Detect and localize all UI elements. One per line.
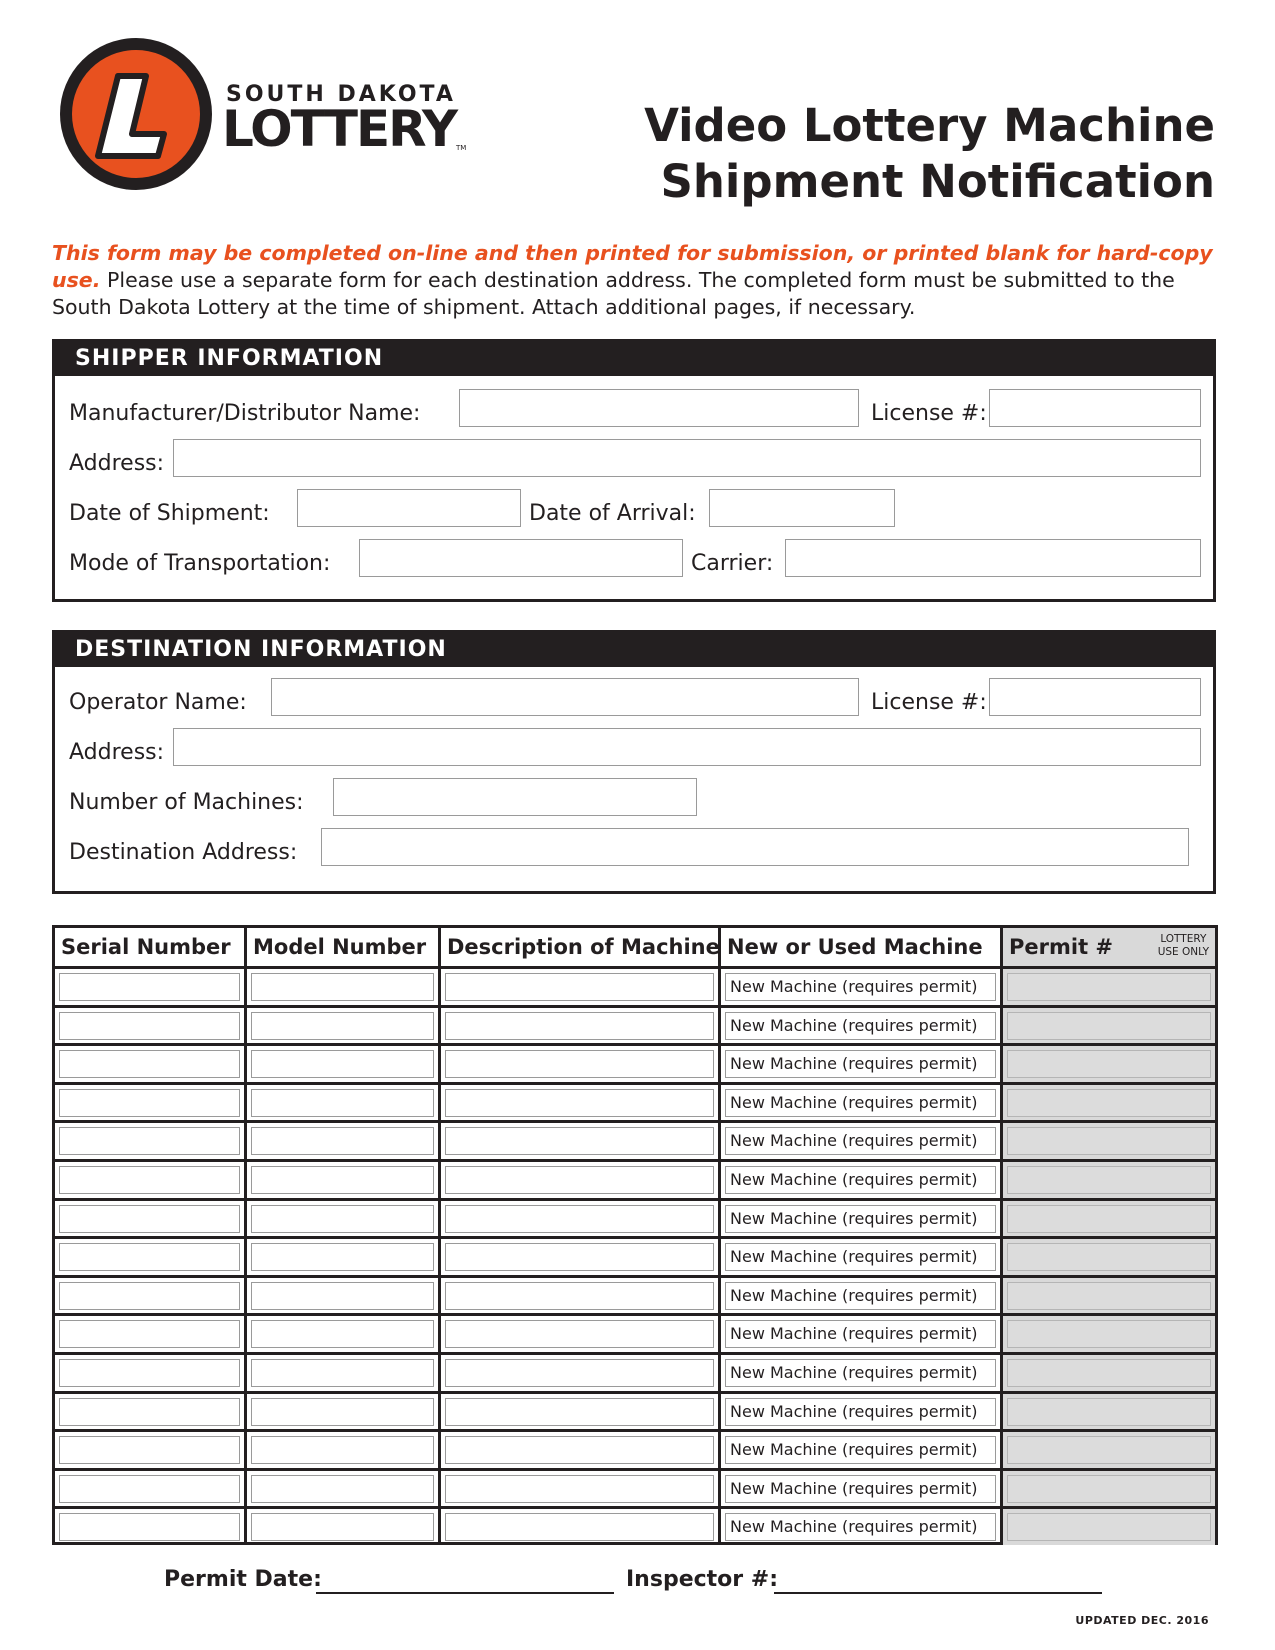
arrival-date-input[interactable]: [709, 489, 895, 527]
lottery-note-line-1: LOTTERY: [1160, 933, 1207, 945]
table-cell: [247, 1471, 441, 1507]
table-cell: [247, 1201, 441, 1237]
table-cell: [721, 969, 1003, 1005]
table-cell: [55, 1201, 247, 1237]
destination-address-input[interactable]: [173, 728, 1201, 766]
serial-number-input[interactable]: [59, 1089, 240, 1117]
table-cell: [441, 1471, 721, 1507]
operator-input[interactable]: [271, 678, 859, 716]
table-row: [55, 1159, 1215, 1198]
description-input[interactable]: [445, 1012, 714, 1040]
table-cell: [441, 1432, 721, 1468]
table-cell: [721, 1008, 1003, 1044]
new-or-used-select[interactable]: New Machine (requires permit): [725, 1320, 996, 1348]
new-or-used-select[interactable]: New Machine (requires permit): [725, 1359, 996, 1387]
permit-date-line[interactable]: [316, 1592, 614, 1594]
table-cell: [1003, 1278, 1215, 1314]
description-input[interactable]: [445, 1205, 714, 1233]
carrier-label: Carrier:: [691, 551, 774, 576]
table-cell: [1003, 1432, 1215, 1468]
serial-number-input[interactable]: [59, 1359, 240, 1387]
table-cell: [55, 1471, 247, 1507]
table-cell: [247, 1046, 441, 1082]
table-cell: [55, 969, 247, 1005]
model-number-input[interactable]: [251, 1127, 434, 1155]
table-row: [55, 1198, 1215, 1237]
table-row: [55, 1236, 1215, 1275]
table-cell: [1003, 969, 1215, 1005]
table-cell: [721, 1162, 1003, 1198]
permit-input: [1007, 1166, 1211, 1194]
table-cell: [1003, 1239, 1215, 1275]
dest-address-input[interactable]: [321, 828, 1189, 866]
table-cell: [441, 1123, 721, 1159]
table-cell: [721, 1085, 1003, 1121]
serial-number-input[interactable]: [59, 1166, 240, 1194]
table-row: [55, 966, 1215, 1005]
permit-input: [1007, 1436, 1211, 1464]
table-cell: [247, 1162, 441, 1198]
new-or-used-select[interactable]: New Machine (requires permit): [725, 973, 996, 1001]
model-number-input[interactable]: [251, 1166, 434, 1194]
table-cell: [1003, 1162, 1215, 1198]
logo-trademark: TM: [456, 144, 467, 152]
description-input[interactable]: [445, 1320, 714, 1348]
col-new-or-used: New or Used Machine: [721, 928, 1003, 966]
serial-number-input[interactable]: [59, 1513, 240, 1541]
table-cell: [721, 1239, 1003, 1275]
destination-header: DESTINATION INFORMATION: [55, 633, 1213, 667]
model-number-input[interactable]: [251, 1282, 434, 1310]
serial-number-input[interactable]: [59, 1475, 240, 1503]
model-number-input[interactable]: [251, 973, 434, 1001]
machines-input[interactable]: [333, 778, 697, 816]
new-or-used-select[interactable]: New Machine (requires permit): [725, 1050, 996, 1078]
model-number-input[interactable]: [251, 1050, 434, 1078]
new-or-used-select[interactable]: New Machine (requires permit): [725, 1513, 996, 1541]
col-permit: [1003, 928, 1215, 966]
new-or-used-select[interactable]: New Machine (requires permit): [725, 1282, 996, 1310]
table-row: [55, 1468, 1215, 1507]
table-cell: [55, 1509, 247, 1545]
model-number-input[interactable]: [251, 1398, 434, 1426]
description-input[interactable]: [445, 973, 714, 1001]
table-cell: [247, 1394, 441, 1430]
intro-body: Please use a separate form for each destination address. The completed form must be submitted to the South Dakota Lottery at the time of shipment. Attach additional pages, if necessary.: [52, 268, 1175, 319]
table-cell: [1003, 1123, 1215, 1159]
destination-address-label: Address:: [69, 740, 165, 765]
table-cell: [441, 1355, 721, 1391]
table-cell: [1003, 1471, 1215, 1507]
table-cell: [721, 1201, 1003, 1237]
table-cell: [441, 1239, 721, 1275]
serial-number-input[interactable]: [59, 1012, 240, 1040]
table-cell: [441, 969, 721, 1005]
carrier-input[interactable]: [785, 539, 1201, 577]
model-number-input[interactable]: [251, 1012, 434, 1040]
mode-label: Mode of Transportation:: [69, 551, 331, 576]
table-cell: [441, 1278, 721, 1314]
model-number-input[interactable]: [251, 1475, 434, 1503]
table-cell: [721, 1046, 1003, 1082]
shipper-address-input[interactable]: [173, 439, 1201, 477]
description-input[interactable]: [445, 1513, 714, 1541]
new-or-used-select[interactable]: New Machine (requires permit): [725, 1127, 996, 1155]
table-cell: [1003, 1201, 1215, 1237]
table-cell: [441, 1085, 721, 1121]
table-row: [55, 1043, 1215, 1082]
permit-input: [1007, 1359, 1211, 1387]
serial-number-input[interactable]: [59, 973, 240, 1001]
permit-input: [1007, 1012, 1211, 1040]
new-or-used-select[interactable]: New Machine (requires permit): [725, 1012, 996, 1040]
col-serial-number: Serial Number: [55, 928, 247, 966]
table-cell: [247, 1008, 441, 1044]
table-cell: [1003, 1394, 1215, 1430]
table-cell: [441, 1201, 721, 1237]
description-input[interactable]: [445, 1475, 714, 1503]
permit-input: [1007, 1243, 1211, 1271]
model-number-input[interactable]: [251, 1436, 434, 1464]
table-cell: [441, 1046, 721, 1082]
description-input[interactable]: [445, 1243, 714, 1271]
col-description: Description of Machine: [441, 928, 721, 966]
table-row: [55, 1005, 1215, 1044]
table-cell: [247, 1239, 441, 1275]
shipper-header: SHIPPER INFORMATION: [55, 342, 1213, 376]
logo-text-state: SOUTH DAKOTA: [226, 82, 456, 107]
table-row: [55, 1352, 1215, 1391]
ship-date-label: Date of Shipment:: [69, 501, 270, 526]
serial-number-input[interactable]: [59, 1282, 240, 1310]
new-or-used-select[interactable]: New Machine (requires permit): [725, 1243, 996, 1271]
description-input[interactable]: [445, 1282, 714, 1310]
permit-input: [1007, 1475, 1211, 1503]
serial-number-input[interactable]: [59, 1243, 240, 1271]
table-cell: [1003, 1008, 1215, 1044]
new-or-used-select[interactable]: New Machine (requires permit): [725, 1475, 996, 1503]
new-or-used-select[interactable]: New Machine (requires permit): [725, 1205, 996, 1233]
table-cell: [55, 1046, 247, 1082]
manufacturer-label: Manufacturer/Distributor Name:: [69, 401, 421, 426]
form-title: [644, 98, 1215, 210]
manufacturer-input[interactable]: [459, 389, 859, 427]
table-cell: [721, 1471, 1003, 1507]
intro-highlight: This form may be completed on-line and then printed for submission, or printed blank for hard-copy use.: [52, 241, 1213, 292]
table-cell: [721, 1355, 1003, 1391]
mode-input[interactable]: [359, 539, 683, 577]
table-row: [55, 1275, 1215, 1314]
description-input[interactable]: [445, 1127, 714, 1155]
permit-input: [1007, 1320, 1211, 1348]
table-cell: [1003, 1509, 1215, 1545]
logo-text-lottery: LOTTERY: [222, 100, 457, 158]
serial-number-input[interactable]: [59, 1205, 240, 1233]
table-cell: [55, 1008, 247, 1044]
new-or-used-select[interactable]: New Machine (requires permit): [725, 1436, 996, 1464]
permit-input: [1007, 1282, 1211, 1310]
table-cell: [1003, 1085, 1215, 1121]
operator-label: Operator Name:: [69, 690, 247, 715]
permit-input: [1007, 1089, 1211, 1117]
table-cell: [1003, 1046, 1215, 1082]
table-cell: [247, 1123, 441, 1159]
table-cell: [441, 1316, 721, 1352]
table-cell: [247, 1509, 441, 1545]
permit-input: [1007, 1127, 1211, 1155]
table-row: [55, 1120, 1215, 1159]
table-cell: [55, 1432, 247, 1468]
new-or-used-select[interactable]: New Machine (requires permit): [725, 1166, 996, 1194]
table-cell: [55, 1085, 247, 1121]
table-row: [55, 1391, 1215, 1430]
arrival-date-label: Date of Arrival:: [529, 501, 696, 526]
permit-input: [1007, 1205, 1211, 1233]
title-line-1: Video Lottery Machine: [644, 99, 1215, 152]
lottery-use-only-note: [1158, 933, 1209, 959]
intro-text: [52, 240, 1232, 321]
logo-emblem: [60, 38, 212, 190]
table-cell: [441, 1008, 721, 1044]
table-cell: [721, 1432, 1003, 1468]
logo-l-mark: [60, 38, 212, 190]
title-line-2: Shipment Notification: [660, 155, 1215, 208]
permit-input: [1007, 973, 1211, 1001]
serial-number-input[interactable]: [59, 1398, 240, 1426]
lottery-logo: [60, 38, 467, 190]
model-number-input[interactable]: [251, 1359, 434, 1387]
table-row: [55, 1429, 1215, 1468]
table-cell: [441, 1394, 721, 1430]
serial-number-input[interactable]: [59, 1320, 240, 1348]
table-cell: [55, 1316, 247, 1352]
machine-table: [52, 925, 1218, 1545]
table-cell: [721, 1123, 1003, 1159]
table-cell: [247, 1316, 441, 1352]
permit-date-label: Permit Date:: [164, 1567, 322, 1592]
description-input[interactable]: [445, 1050, 714, 1078]
permit-input: [1007, 1513, 1211, 1541]
table-row: [55, 1506, 1215, 1545]
table-cell: [55, 1123, 247, 1159]
table-cell: [441, 1162, 721, 1198]
new-or-used-select[interactable]: New Machine (requires permit): [725, 1398, 996, 1426]
inspector-line[interactable]: [774, 1592, 1102, 1594]
serial-number-input[interactable]: [59, 1127, 240, 1155]
serial-number-input[interactable]: [59, 1050, 240, 1078]
table-cell: [1003, 1316, 1215, 1352]
inspector-label: Inspector #:: [626, 1567, 779, 1592]
destination-section: [52, 630, 1216, 894]
table-cell: [55, 1162, 247, 1198]
model-number-input[interactable]: [251, 1089, 434, 1117]
table-cell: [55, 1239, 247, 1275]
description-input[interactable]: [445, 1089, 714, 1117]
description-input[interactable]: [445, 1398, 714, 1426]
lottery-note-line-2: USE ONLY: [1157, 946, 1209, 958]
operator-license-input[interactable]: [989, 678, 1201, 716]
permit-input: [1007, 1050, 1211, 1078]
table-cell: [247, 1085, 441, 1121]
model-number-input[interactable]: [251, 1205, 434, 1233]
shipper-section: [52, 339, 1216, 602]
table-cell: [55, 1394, 247, 1430]
table-cell: [721, 1278, 1003, 1314]
permit-input: [1007, 1398, 1211, 1426]
table-row: [55, 1082, 1215, 1121]
description-input[interactable]: [445, 1436, 714, 1464]
table-cell: [441, 1509, 721, 1545]
table-cell: [247, 1278, 441, 1314]
table-cell: [721, 1316, 1003, 1352]
machines-label: Number of Machines:: [69, 790, 304, 815]
table-cell: [721, 1509, 1003, 1545]
description-input[interactable]: [445, 1359, 714, 1387]
table-cell: [721, 1394, 1003, 1430]
table-cell: [247, 1432, 441, 1468]
new-or-used-select[interactable]: New Machine (requires permit): [725, 1089, 996, 1117]
model-number-input[interactable]: [251, 1320, 434, 1348]
shipper-address-label: Address:: [69, 451, 165, 476]
table-cell: [1003, 1355, 1215, 1391]
col-model-number: Model Number: [247, 928, 441, 966]
table-cell: [247, 1355, 441, 1391]
shipper-license-input[interactable]: [989, 389, 1201, 427]
ship-date-input[interactable]: [297, 489, 521, 527]
col-permit-label: Permit #: [1009, 935, 1114, 959]
dest-address-label: Destination Address:: [69, 840, 298, 865]
operator-license-label: License #:: [871, 690, 987, 715]
table-cell: [247, 969, 441, 1005]
description-input[interactable]: [445, 1166, 714, 1194]
model-number-input[interactable]: [251, 1243, 434, 1271]
table-row: [55, 1313, 1215, 1352]
updated-date: UPDATED DEC. 2016: [1075, 1614, 1209, 1627]
table-cell: [55, 1278, 247, 1314]
model-number-input[interactable]: [251, 1513, 434, 1541]
shipper-license-label: License #:: [871, 401, 987, 426]
serial-number-input[interactable]: [59, 1436, 240, 1464]
table-cell: [55, 1355, 247, 1391]
